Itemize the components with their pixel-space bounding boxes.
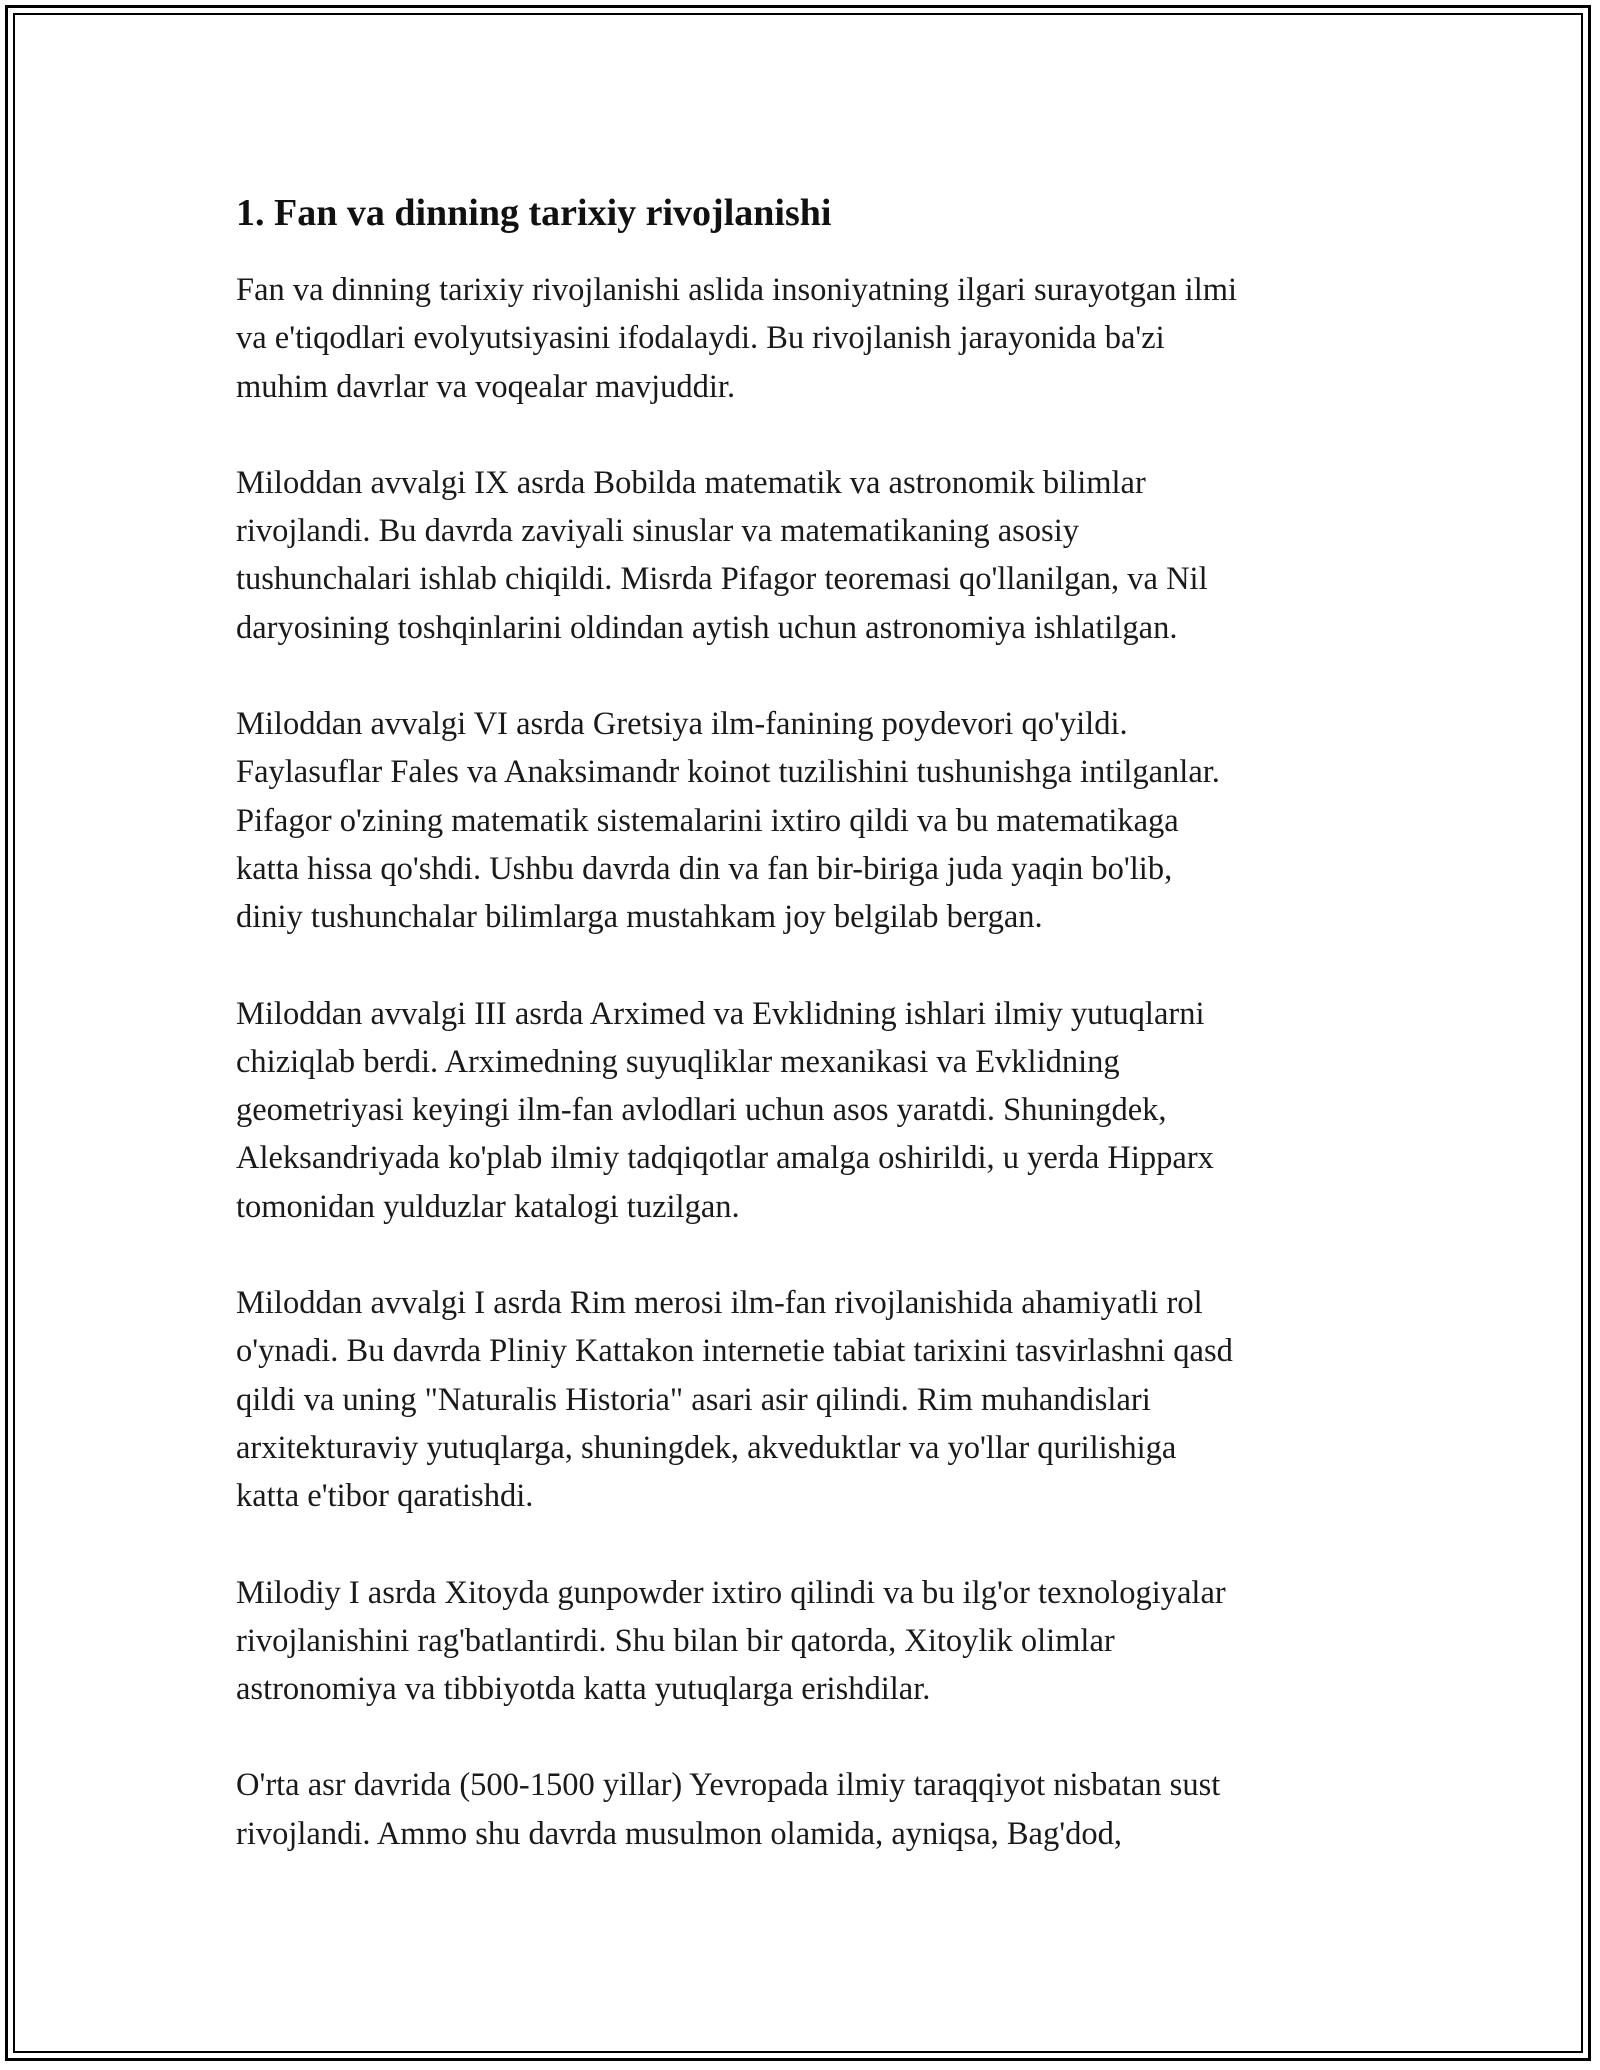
text-line: daryosining toshqinlarini oldindan aytish uchun astronomiya ishlatilgan. xyxy=(236,609,1178,646)
document-body xyxy=(236,186,1386,1906)
paragraph-intro xyxy=(236,266,1386,411)
text-line: Miloddan avvalgi III asrda Arximed va Evklidning ishlari ilmiy yutuqlarni xyxy=(236,995,1205,1032)
text-line: arxitekturaviy yutuqlarga, shuningdek, akveduktlar va yo'llar qurilishiga xyxy=(236,1429,1177,1466)
text-line: rivojlandi. Ammo shu davrda musulmon olamida, ayniqsa, Bag'dod, xyxy=(236,1815,1122,1852)
paragraph-babylon xyxy=(236,459,1386,652)
paragraph-greece xyxy=(236,700,1386,941)
text-line: Miloddan avvalgi IX asrda Bobilda matematik va astronomik bilimlar xyxy=(236,464,1146,501)
text-line: Aleksandriyada ko'plab ilmiy tadqiqotlar amalga oshirildi, u yerda Hipparx xyxy=(236,1140,1214,1177)
paragraph-archimedes xyxy=(236,990,1386,1231)
text-line: astronomiya va tibbiyotda katta yutuqlarga erishdilar. xyxy=(236,1671,931,1708)
text-line: chiziqlab berdi. Arximedning suyuqliklar mexanikasi va Evklidning xyxy=(236,1043,1120,1080)
text-line: katta hissa qo'shdi. Ushbu davrda din va fan bir-biriga juda yaqin bo'lib, xyxy=(236,850,1173,887)
section-heading: 1. Fan va dinning tarixiy rivojlanishi xyxy=(236,192,832,234)
text-line: Miloddan avvalgi VI asrda Gretsiya ilm-fanining poydevori qo'yildi. xyxy=(236,706,1128,743)
text-line: rivojlandi. Bu davrda zaviyali sinuslar va matematikaning asosiy xyxy=(236,513,1079,550)
text-line: rivojlanishini rag'batlantirdi. Shu bilan bir qatorda, Xitoylik olimlar xyxy=(236,1622,1115,1659)
text-line: katta e'tibor qaratishdi. xyxy=(236,1478,534,1515)
paragraph-rome xyxy=(236,1279,1386,1520)
text-line: tomonidan yulduzlar katalogi tuzilgan. xyxy=(236,1188,740,1225)
text-line: muhim davrlar va voqealar mavjuddir. xyxy=(236,368,736,405)
text-line: geometriyasi keyingi ilm-fan avlodlari uchun asos yaratdi. Shuningdek, xyxy=(236,1092,1167,1129)
paragraph-middle-ages xyxy=(236,1761,1386,1858)
text-line: Miloddan avvalgi I asrda Rim merosi ilm-fan rivojlanishida ahamiyatli rol xyxy=(236,1285,1203,1322)
text-line: va e'tiqodlari evolyutsiyasini ifodalaydi. Bu rivojlanish jarayonida ba'zi xyxy=(236,320,1165,357)
text-line: qildi va uning "Naturalis Historia" asari asir qilindi. Rim muhandislari xyxy=(236,1381,1151,1418)
paragraph-china xyxy=(236,1569,1386,1714)
text-line: tushunchalari ishlab chiqildi. Misrda Pifagor teoremasi qo'llanilgan, va Nil xyxy=(236,561,1208,598)
text-line: Pifagor o'zining matematik sistemalarini ixtiro qildi va bu matematikaga xyxy=(236,802,1179,839)
text-line: Fan va dinning tarixiy rivojlanishi aslida insoniyatning ilgari surayotgan ilmi xyxy=(236,272,1238,308)
text-line: o'ynadi. Bu davrda Pliniy Kattakon internetie tabiat tarixini tasvirlashni qasd xyxy=(236,1333,1233,1370)
text-line: O'rta asr davrida (500-1500 yillar) Yevropada ilmiy taraqqiyot nisbatan sust xyxy=(236,1767,1221,1804)
text-line: diniy tushunchalar bilimlarga mustahkam joy belgilab bergan. xyxy=(236,899,1043,936)
text-line: Faylasuflar Fales va Anaksimandr koinot tuzilishini tushunishga intilganlar. xyxy=(236,754,1220,791)
text-line: Milodiy I asrda Xitoyda gunpowder ixtiro qilindi va bu ilg'or texnologiyalar xyxy=(236,1574,1226,1611)
